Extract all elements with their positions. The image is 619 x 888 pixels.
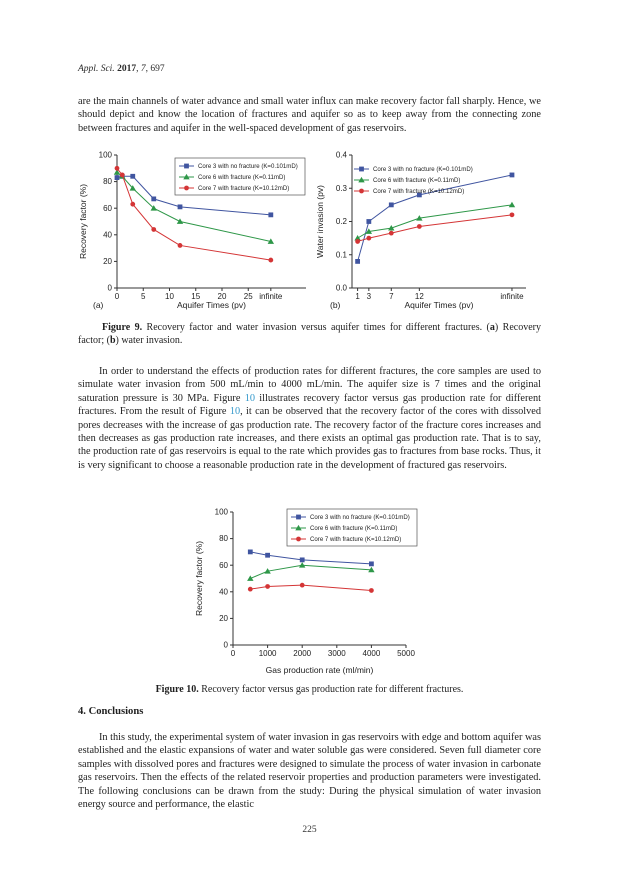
svg-text:Core 3 with no fracture (K=0.1: Core 3 with no fracture (K=0.101mD) (373, 166, 473, 174)
svg-text:(a): (a) (93, 300, 104, 310)
svg-text:25: 25 (243, 292, 253, 301)
svg-text:5: 5 (141, 292, 146, 301)
journal-header (78, 64, 165, 74)
svg-text:10: 10 (165, 292, 174, 301)
figure9-charts (75, 150, 540, 312)
svg-text:0.2: 0.2 (335, 217, 347, 227)
svg-text:0: 0 (114, 292, 120, 301)
fig10-svg (191, 507, 420, 677)
svg-text:Core 3 with no fracture (K=0.1: Core 3 with no fracture (K=0.101mD) (310, 514, 410, 522)
text-run: illustrates recovery factor versus gas production rate for different fractures. From the result of Figure (78, 392, 541, 418)
text-run: 2017 (117, 64, 137, 74)
figure-reference-link[interactable]: 10 (244, 392, 256, 404)
svg-text:Core 7 with fracture (K=10.12m: Core 7 with fracture (K=10.12mD) (198, 185, 290, 193)
svg-text:60: 60 (219, 560, 228, 570)
text-run: In order to understand the effects of production rates for different fractures, the core samples are used to simulate water invasion from 500 mL/min to 4000 mL/min. The aquifer size is 7 times and the original saturation pressure is 30 MPa. Figure (78, 366, 541, 404)
svg-text:5000: 5000 (397, 649, 415, 658)
text-run: b (109, 335, 116, 347)
svg-text:12: 12 (414, 292, 424, 301)
figure-reference-link[interactable]: 10 (229, 406, 241, 418)
text-run: Appl. Sci. (78, 64, 118, 74)
paragraph-conclusions (78, 731, 541, 811)
figure9-caption (78, 321, 541, 347)
svg-text:Core 6 with fracture (K=0.11mD: Core 6 with fracture (K=0.11mD) (310, 525, 398, 533)
svg-text:100: 100 (98, 150, 112, 160)
text-run: 7 (140, 64, 146, 74)
paragraph-production-rates (78, 365, 541, 472)
svg-text:Gas production rate (ml/min): Gas production rate (ml/min) (265, 665, 374, 675)
svg-text:Core 6 with fracture (K=0.11mD: Core 6 with fracture (K=0.11mD) (198, 174, 286, 182)
conclusions-heading: 4. Conclusions (78, 706, 144, 717)
fig9b-svg (312, 150, 540, 312)
svg-text:Recovery factor (%): Recovery factor (%) (194, 540, 204, 617)
text-run: Recovery factor versus gas production rate for different fractures. (198, 684, 464, 695)
text-run: Figure 9. (102, 322, 143, 333)
svg-text:Core 6 with fracture (K=0.11mD: Core 6 with fracture (K=0.11mD) (373, 177, 461, 185)
svg-text:40: 40 (219, 587, 228, 597)
svg-text:4000: 4000 (362, 649, 381, 658)
svg-text:0.3: 0.3 (335, 183, 347, 193)
svg-text:0: 0 (230, 649, 236, 658)
figure9a-recovery-chart (75, 150, 312, 312)
text-run: ) water invasion. (115, 335, 183, 347)
text-run: are the main channels of water advance and small water influx can make recovery factor fall sharply. Hence, we should depict and know the location of fractures and aquifer so as to keep away from the connecting zone between fractures and aquifer in the well-spaced development of gas reservoirs. (78, 96, 541, 134)
svg-text:0: 0 (223, 640, 228, 650)
paragraph-intro (78, 95, 541, 135)
page-number: 225 (302, 825, 317, 835)
text-run: a (489, 322, 495, 333)
svg-text:20: 20 (103, 257, 112, 266)
svg-text:7: 7 (389, 292, 394, 301)
figure10-chart-wrap (191, 507, 420, 677)
svg-text:Water invasion (pv): Water invasion (pv) (315, 185, 325, 258)
svg-text:20: 20 (219, 614, 228, 623)
svg-text:20: 20 (217, 292, 227, 301)
text-run: , it can be observed that the recovery factor of the cores with dissolved pores decreases with the increase of gas production rate. The recovery factor of the fracture cores increases and then decreases as gas production rate increases, and there exists an optimal gas production rate. That is to say, the production rate of gas reservoirs is equal to the rate which provides gas to fractures from base rocks. Thus, it is very significant to choose a reasonable production rate in the development of fractured gas reservoirs. (78, 406, 542, 471)
svg-text:Core 3 with no fracture (K=0.1: Core 3 with no fracture (K=0.101mD) (198, 163, 298, 171)
svg-text:15: 15 (191, 292, 201, 301)
svg-text:80: 80 (103, 177, 112, 187)
text-run: , (136, 64, 141, 74)
svg-text:1: 1 (355, 292, 360, 301)
figure9b-water-invasion-chart (312, 150, 540, 312)
svg-text:(b): (b) (330, 300, 341, 310)
svg-text:infinite: infinite (500, 292, 524, 301)
text-run: Figure 10. (155, 684, 199, 695)
svg-text:100: 100 (214, 507, 228, 517)
svg-text:Recovery factor (%): Recovery factor (%) (78, 183, 88, 260)
svg-text:3000: 3000 (327, 649, 346, 658)
figure10-caption (78, 683, 541, 696)
text-run: In this study, the experimental system of water invasion in gas reservoirs with edge and bottom aquifer was established and the elastic expansions of water and water soluble gas were considered. Seven full diameter core samples with dissolved pores and fractures were designed to simulate the process of water invasion in carbonate gas reservoirs. Then the effects of the related reservoir properties and production parameters were investigated. The following conclusions can be drawn from the study: During the physical simulation of water invasion energy source and performance, the elastic (78, 732, 541, 811)
figure10-recovery-chart (191, 507, 420, 677)
svg-text:Aquifer Times (pv): Aquifer Times (pv) (177, 300, 246, 310)
svg-text:80: 80 (219, 534, 228, 544)
svg-text:infinite: infinite (259, 292, 283, 301)
svg-text:Core 7 with fracture (K=10.12m: Core 7 with fracture (K=10.12mD) (310, 536, 402, 544)
svg-text:60: 60 (103, 203, 112, 213)
svg-text:0.0: 0.0 (335, 283, 347, 293)
svg-text:2000: 2000 (293, 649, 312, 658)
svg-text:Aquifer Times (pv): Aquifer Times (pv) (404, 300, 474, 310)
svg-text:0: 0 (107, 283, 112, 293)
fig9a-svg (75, 150, 312, 312)
svg-text:0.4: 0.4 (335, 150, 347, 160)
svg-text:3: 3 (366, 292, 372, 301)
text-run: Recovery factor and water invasion versus aquifer times for different fractures. ( (142, 322, 490, 333)
text-run: ) Recovery factor; ( (78, 322, 541, 347)
svg-text:0.1: 0.1 (335, 250, 347, 260)
svg-text:Core 7 with fracture (K=10.12m: Core 7 with fracture (K=10.12mD) (373, 188, 465, 196)
text-run: , 697 (145, 64, 165, 74)
svg-text:1000: 1000 (258, 649, 277, 658)
svg-text:40: 40 (103, 230, 112, 240)
